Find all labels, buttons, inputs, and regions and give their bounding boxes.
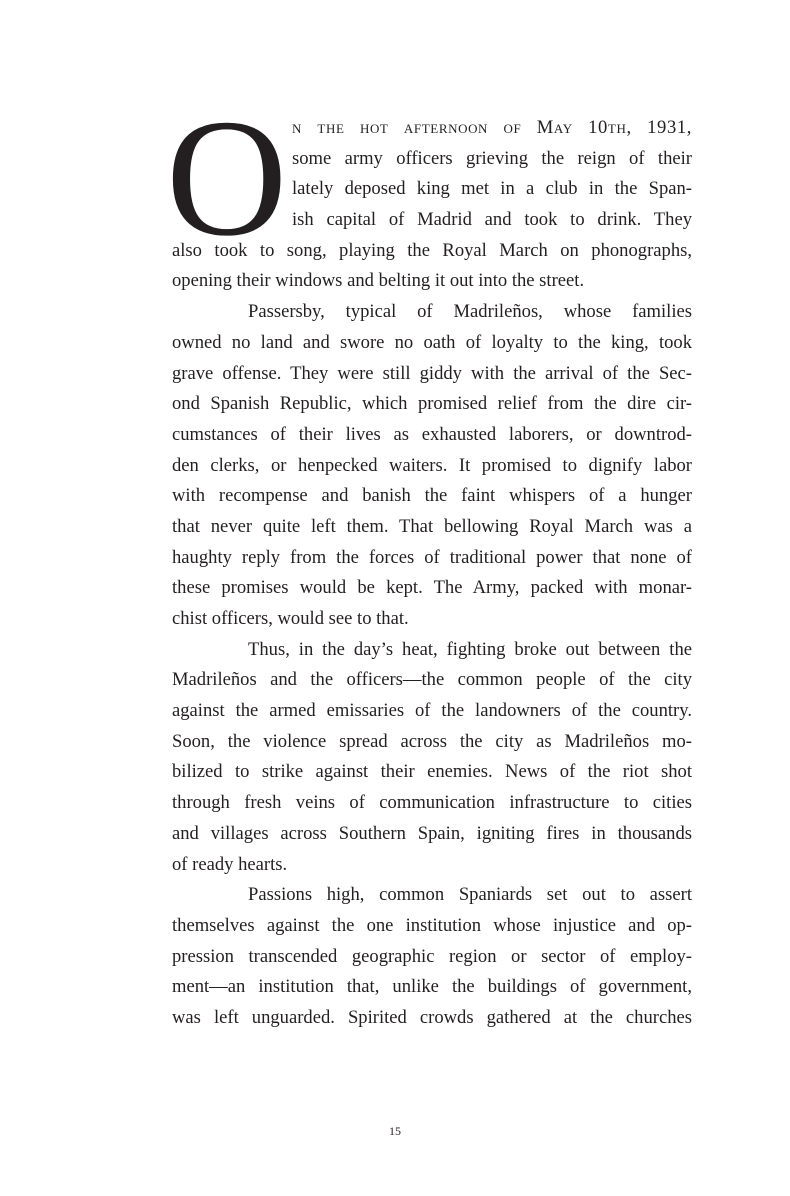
text-line: that never quite left them. That bellowing Royal March was a xyxy=(172,515,692,537)
text-line: Passions high, common Spaniards set out to assert xyxy=(248,884,692,906)
text-line: through fresh veins of communication infrastructure to cities xyxy=(172,792,692,814)
text-line: Soon, the violence spread across the city as Madrileños mo- xyxy=(172,730,692,752)
text-line: lately deposed king met in a club in the Span- xyxy=(292,178,692,200)
text-line: owned no land and swore no oath of loyalty to the king, took xyxy=(172,331,692,353)
page-number: 15 xyxy=(389,1124,401,1138)
text-line: pression transcended geographic region or sector of employ- xyxy=(172,945,692,967)
drop-cap: O xyxy=(166,85,288,271)
paragraph xyxy=(172,113,692,297)
text-line: chist officers, would see to that. xyxy=(172,608,409,629)
text-line: was left unguarded. Spirited crowds gathered at the churches xyxy=(172,1006,692,1028)
text-line: Passersby, typical of Madrileños, whose families xyxy=(248,301,692,323)
text-line: opening their windows and belting it out into the street. xyxy=(172,270,585,292)
text-line: themselves against the one institution whose injustice and op- xyxy=(172,914,692,936)
text-line: ment—an institution that, unlike the buildings of government, xyxy=(172,976,692,998)
text-line: and villages across Southern Spain, igniting fires in thousands xyxy=(172,822,692,844)
paragraph xyxy=(172,880,692,1033)
text-line: ond Spanish Republic, which promised relief from the dire cir- xyxy=(172,393,692,415)
paragraph xyxy=(172,297,692,635)
text-line: ish capital of Madrid and took to drink. They xyxy=(292,209,692,231)
text-line: haughty reply from the forces of traditional power that none of xyxy=(172,546,692,568)
text-line: these promises would be kept. The Army, packed with monar- xyxy=(172,577,692,599)
text-line: n the hot afternoon of May 10th, 1931, xyxy=(292,117,692,138)
text-line: of ready hearts. xyxy=(172,853,288,875)
text-line: Thus, in the day’s heat, fighting broke out between the xyxy=(248,638,692,660)
text-line: against the armed emissaries of the landowners of the country. xyxy=(172,700,692,722)
text-line: some army officers grieving the reign of their xyxy=(292,147,692,169)
text-line: also took to song, playing the Royal March on phonographs, xyxy=(172,239,692,261)
text-line: with recompense and banish the faint whispers of a hunger xyxy=(172,485,692,507)
text-line: den clerks, or henpecked waiters. It promised to dignify labor xyxy=(172,454,692,476)
text-line: cumstances of their lives as exhausted laborers, or downtrod- xyxy=(172,423,692,445)
text-line: bilized to strike against their enemies. News of the riot shot xyxy=(172,761,692,783)
body-text xyxy=(172,113,692,1034)
paragraph xyxy=(172,635,692,881)
text-line: grave offense. They were still giddy with the arrival of the Sec- xyxy=(172,362,692,384)
text-line: Madrileños and the officers—the common people of the city xyxy=(172,669,692,691)
